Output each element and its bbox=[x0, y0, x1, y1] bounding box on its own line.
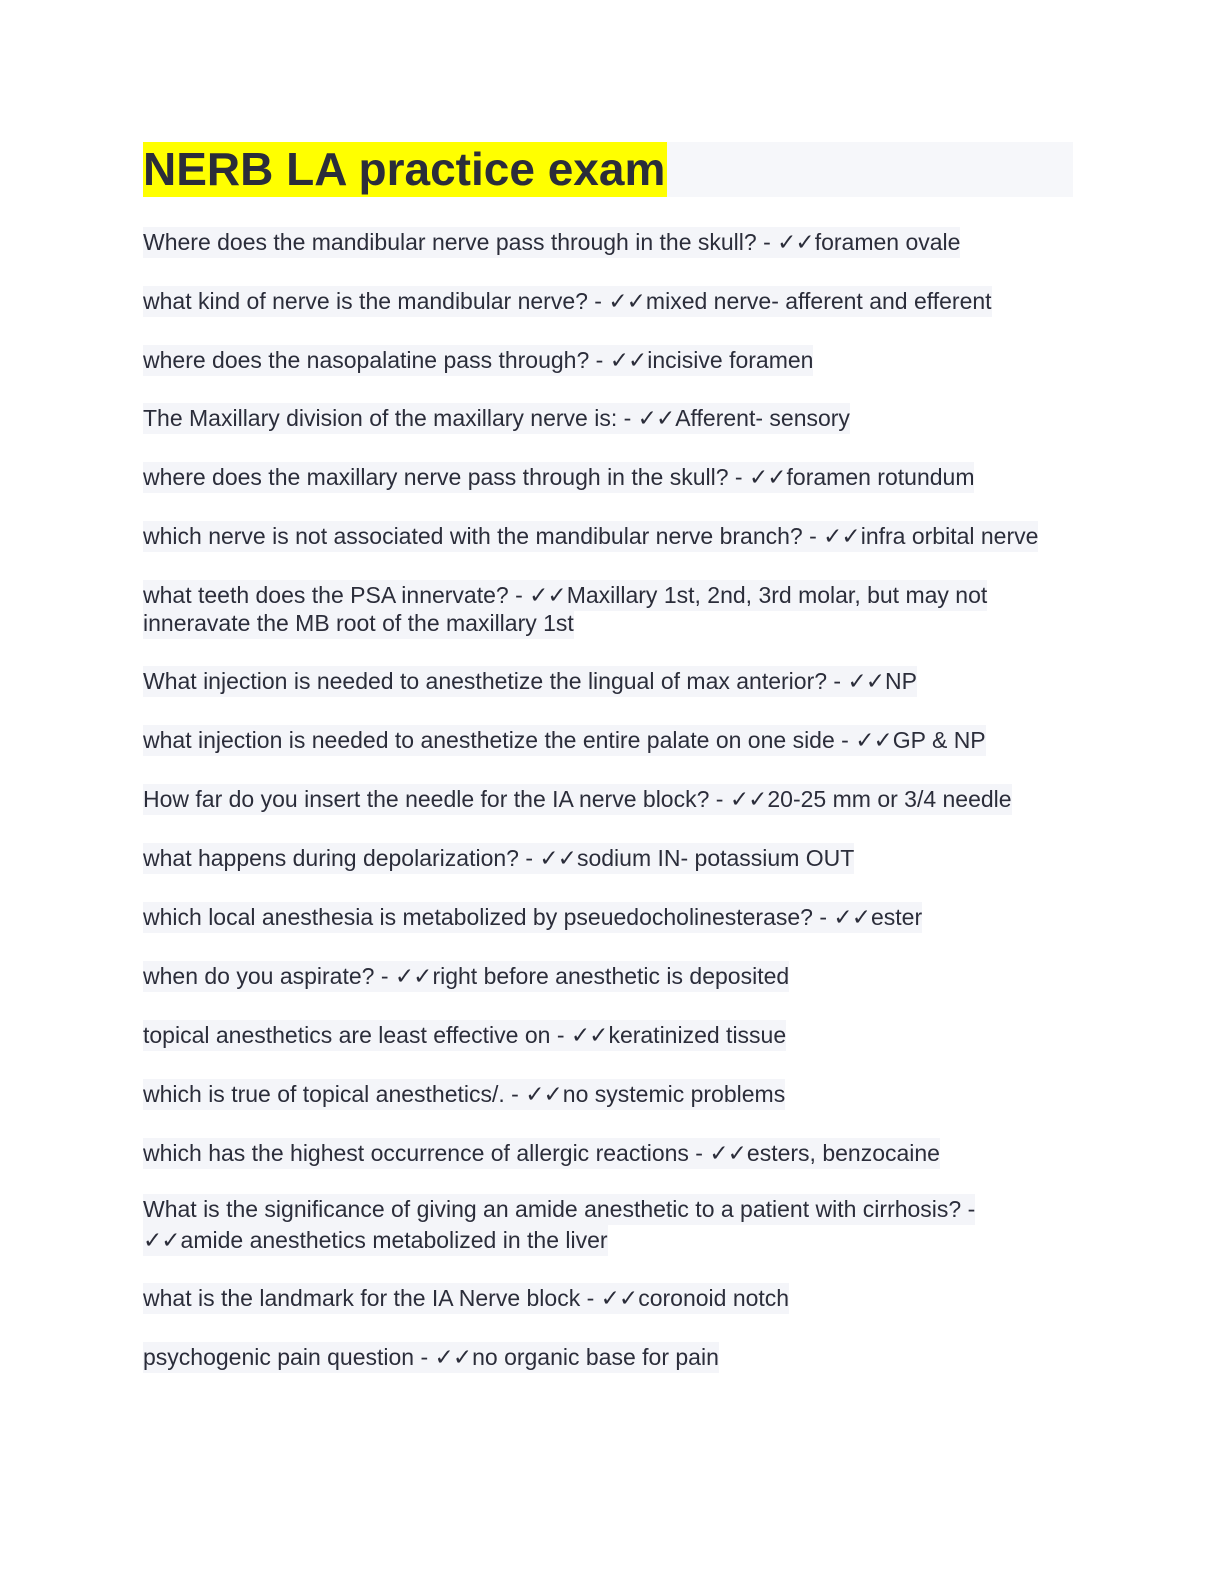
check-mark-icon: ✓✓ bbox=[525, 1081, 562, 1107]
separator: - bbox=[961, 1196, 976, 1222]
qa-highlight bbox=[143, 1342, 719, 1373]
qa-item bbox=[143, 581, 1023, 637]
check-mark-icon: ✓✓ bbox=[637, 405, 675, 431]
question-text: what is the landmark for the IA Nerve block bbox=[143, 1285, 581, 1311]
answer-text: foramen rotundum bbox=[786, 464, 975, 490]
answer-text: ester bbox=[870, 904, 923, 930]
separator: - bbox=[617, 405, 638, 431]
answer-text: right before anesthetic is deposited bbox=[432, 963, 790, 989]
question-text: topical anesthetics are least effective on bbox=[143, 1022, 551, 1048]
question-text: which is true of topical anesthetics/. bbox=[143, 1081, 505, 1107]
check-mark-icon: ✓✓ bbox=[749, 464, 786, 490]
question-text: what happens during depolarization? bbox=[143, 845, 519, 871]
separator: - bbox=[587, 288, 609, 314]
check-mark-icon: ✓✓ bbox=[823, 523, 860, 549]
check-mark-icon: ✓✓ bbox=[847, 668, 885, 694]
question-text: when do you aspirate? bbox=[143, 963, 375, 989]
separator: - bbox=[414, 1344, 435, 1370]
question-text: which has the highest occurrence of allergic reactions bbox=[143, 1140, 689, 1166]
answer-text: no systemic problems bbox=[562, 1081, 786, 1107]
qa-item bbox=[143, 228, 960, 256]
separator: - bbox=[589, 347, 610, 373]
qa-highlight bbox=[143, 1079, 785, 1110]
question-text: which nerve is not associated with the mandibular nerve branch? bbox=[143, 523, 803, 549]
title-band bbox=[143, 142, 1073, 197]
answer-text: GP & NP bbox=[892, 727, 986, 753]
qa-item bbox=[143, 1343, 719, 1371]
answer-text: no organic base for pain bbox=[472, 1344, 719, 1370]
qa-item bbox=[143, 287, 992, 315]
check-mark-icon: ✓✓ bbox=[609, 347, 647, 373]
check-mark-icon: ✓✓ bbox=[855, 727, 892, 753]
check-mark-icon: ✓✓ bbox=[539, 845, 576, 871]
qa-item bbox=[143, 463, 974, 491]
answer-text: sodium IN- potassium OUT bbox=[576, 845, 855, 871]
qa-highlight bbox=[143, 1138, 940, 1169]
qa-item bbox=[143, 1284, 789, 1312]
answer-text: infra orbital nerve bbox=[860, 523, 1039, 549]
answer-text: mixed nerve- afferent and efferent bbox=[645, 288, 992, 314]
separator: - bbox=[834, 727, 856, 753]
question-text: What injection is needed to anesthetize the lingual of max anterior? bbox=[143, 668, 828, 694]
qa-highlight bbox=[143, 902, 922, 933]
qa-highlight bbox=[143, 403, 850, 434]
document-title: NERB LA practice exam bbox=[143, 143, 666, 195]
separator: - bbox=[802, 523, 824, 549]
document-page bbox=[143, 142, 1073, 197]
answer-text: NP bbox=[885, 668, 917, 694]
separator: - bbox=[756, 229, 778, 255]
question-text: where does the maxillary nerve pass through in the skull? bbox=[143, 464, 729, 490]
qa-item bbox=[143, 667, 917, 695]
qa-highlight bbox=[143, 961, 789, 992]
answer-text: 20-25 mm or 3/4 needle bbox=[767, 786, 1012, 812]
check-mark-icon: ✓✓ bbox=[570, 1022, 608, 1048]
qa-item bbox=[143, 844, 854, 872]
question-text: where does the nasopalatine pass through? bbox=[143, 347, 590, 373]
qa-highlight bbox=[143, 1283, 789, 1314]
answer-text: incisive foramen bbox=[647, 347, 814, 373]
question-text: what injection is needed to anesthetize the entire palate on one side bbox=[143, 727, 835, 753]
answer-text: coronoid notch bbox=[638, 1285, 790, 1311]
answer-text: Afferent- sensory bbox=[675, 405, 850, 431]
check-mark-icon: ✓✓ bbox=[608, 288, 645, 314]
qa-highlight bbox=[143, 1020, 786, 1051]
qa-highlight bbox=[143, 462, 974, 493]
qa-highlight bbox=[143, 521, 1038, 552]
answer-text: Maxillary 1st, 2nd, 3rd molar, but may not inneravate the MB root of the maxillary 1st bbox=[143, 582, 988, 636]
qa-highlight bbox=[143, 666, 917, 697]
separator: - bbox=[518, 845, 540, 871]
qa-highlight bbox=[143, 580, 987, 639]
qa-item bbox=[143, 1080, 785, 1108]
answer-text: esters, benzocaine bbox=[746, 1140, 940, 1166]
answer-text: foramen ovale bbox=[814, 229, 961, 255]
check-mark-icon: ✓✓ bbox=[143, 1227, 180, 1253]
qa-item bbox=[143, 346, 813, 374]
check-mark-icon: ✓✓ bbox=[729, 786, 767, 812]
qa-item bbox=[143, 726, 986, 754]
check-mark-icon: ✓✓ bbox=[394, 963, 432, 989]
question-text: What is the significance of giving an amide anesthetic to a patient with cirrhosis? bbox=[143, 1196, 962, 1222]
qa-highlight bbox=[143, 286, 992, 317]
answer-text: keratinized tissue bbox=[608, 1022, 787, 1048]
question-text: How far do you insert the needle for the IA nerve block? bbox=[143, 786, 710, 812]
qa-item bbox=[143, 903, 922, 931]
check-mark-icon: ✓✓ bbox=[777, 229, 814, 255]
separator: - bbox=[374, 963, 395, 989]
check-mark-icon: ✓✓ bbox=[529, 582, 566, 608]
separator: - bbox=[728, 464, 749, 490]
separator: - bbox=[508, 582, 530, 608]
separator: - bbox=[812, 904, 834, 930]
qa-highlight bbox=[143, 345, 813, 376]
answer-text: amide anesthetics metabolized in the liver bbox=[180, 1227, 608, 1253]
question-text: what teeth does the PSA innervate? bbox=[143, 582, 509, 608]
question-text: psychogenic pain question bbox=[143, 1344, 415, 1370]
question-text: The Maxillary division of the maxillary nerve is: bbox=[143, 405, 618, 431]
check-mark-icon: ✓✓ bbox=[434, 1344, 472, 1370]
separator: - bbox=[580, 1285, 601, 1311]
question-text: what kind of nerve is the mandibular nerve? bbox=[143, 288, 588, 314]
separator: - bbox=[827, 668, 848, 694]
qa-item bbox=[143, 1194, 1013, 1256]
check-mark-icon: ✓✓ bbox=[709, 1140, 746, 1166]
qa-highlight bbox=[143, 784, 1012, 815]
qa-item bbox=[143, 1021, 786, 1049]
qa-highlight bbox=[143, 843, 854, 874]
qa-item bbox=[143, 785, 1012, 813]
qa-item bbox=[143, 522, 1038, 550]
qa-highlight bbox=[143, 1194, 975, 1256]
separator: - bbox=[550, 1022, 571, 1048]
qa-item bbox=[143, 404, 850, 432]
qa-item bbox=[143, 962, 789, 990]
separator: - bbox=[688, 1140, 710, 1166]
separator: - bbox=[709, 786, 730, 812]
qa-highlight bbox=[143, 227, 960, 258]
question-text: Where does the mandibular nerve pass through in the skull? bbox=[143, 229, 757, 255]
check-mark-icon: ✓✓ bbox=[833, 904, 870, 930]
question-text: which local anesthesia is metabolized by pseuedocholinesterase? bbox=[143, 904, 813, 930]
check-mark-icon: ✓✓ bbox=[600, 1285, 638, 1311]
qa-item bbox=[143, 1139, 940, 1167]
separator: - bbox=[504, 1081, 526, 1107]
qa-highlight bbox=[143, 725, 986, 756]
